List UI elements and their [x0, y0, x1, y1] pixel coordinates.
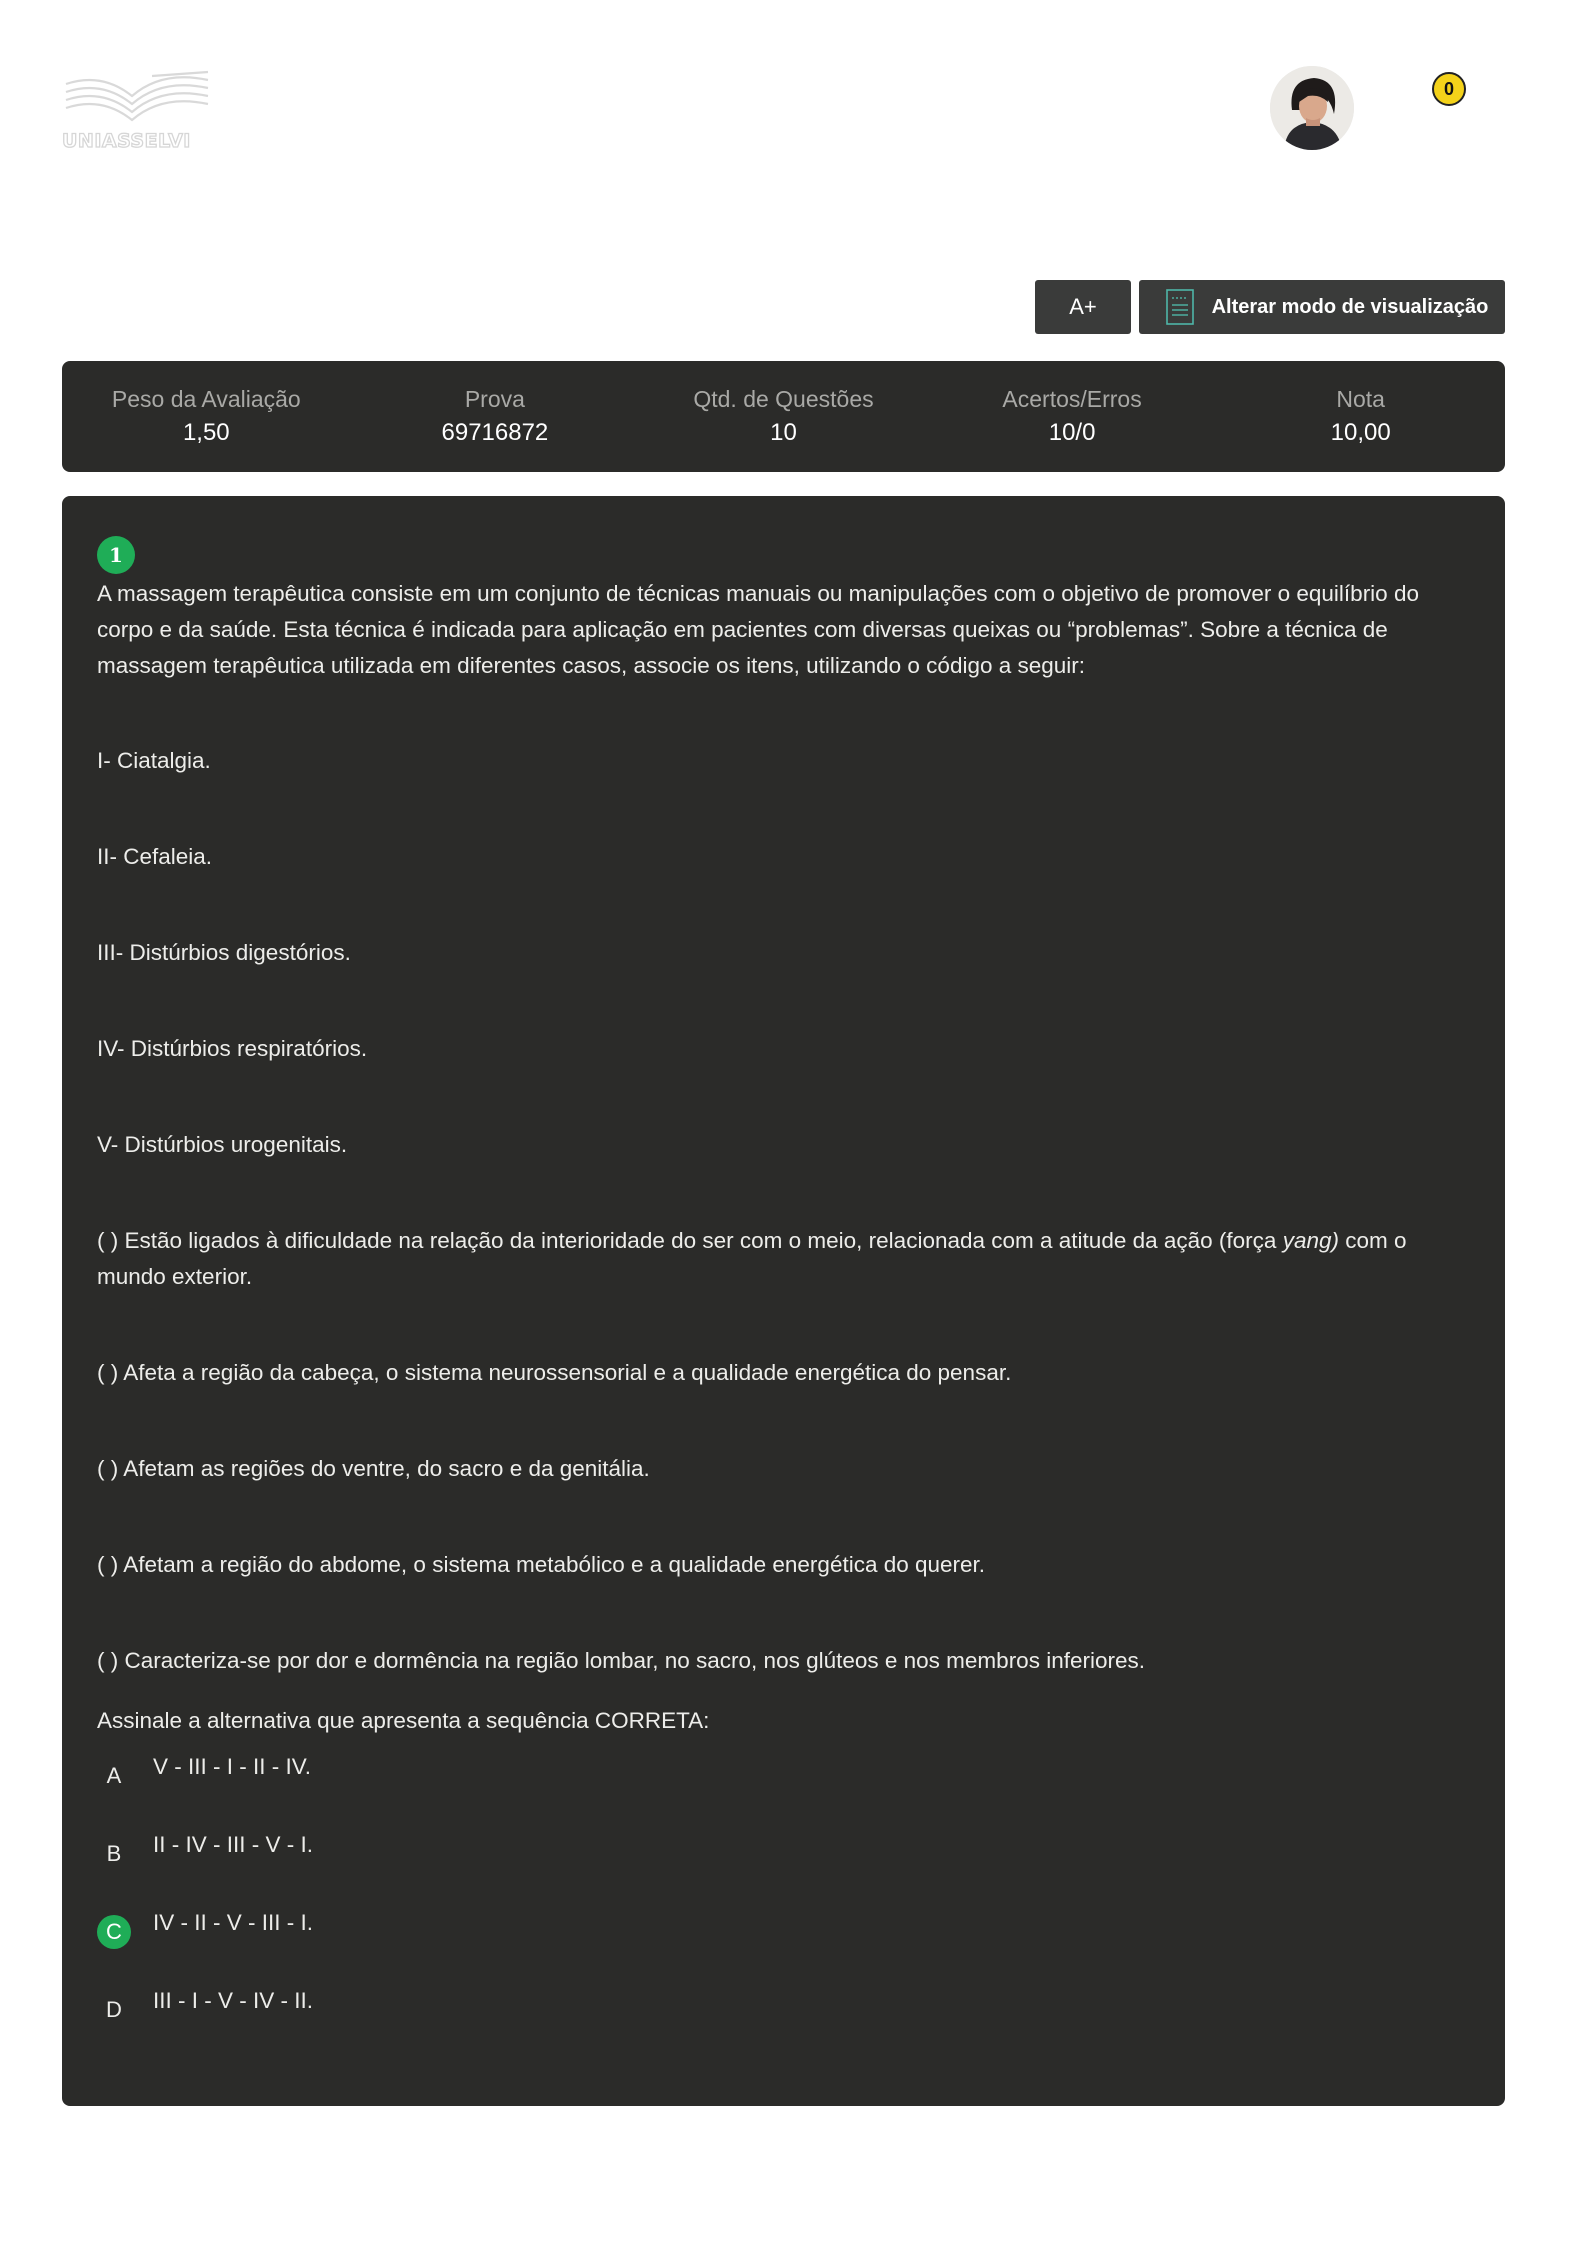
alternative-text: V - III - I - II - IV.	[153, 1754, 311, 1779]
alternative-text: II - IV - III - V - I.	[153, 1832, 314, 1857]
statement	[97, 1223, 1470, 1295]
question-panel	[62, 496, 1505, 2106]
user-avatar[interactable]	[1270, 66, 1354, 150]
item: III- Distúrbios digestórios.	[97, 940, 351, 965]
summary-value: 69716872	[441, 419, 549, 446]
alternative-letter: D	[106, 1997, 122, 2022]
summary-label: Qtd. de Questões	[693, 386, 874, 412]
user-photo-icon	[1270, 66, 1354, 150]
alternative-c-correct[interactable]	[97, 1905, 1470, 1983]
summary-question-count	[639, 361, 928, 472]
summary-label: Nota	[1336, 386, 1385, 412]
change-view-mode-button[interactable]	[1139, 280, 1505, 334]
summary-value: 10/0	[1048, 419, 1096, 446]
summary-hits-misses	[928, 361, 1217, 472]
summary-weight	[62, 361, 351, 472]
summary-exam-id	[351, 361, 640, 472]
statement: ( ) Caracteriza-se por dor e dormência na região lombar, no sacro, nos glúteos e nos membros inferiores.	[97, 1648, 1145, 1673]
alternative-letter-selected: C	[97, 1915, 131, 1949]
alternative-d[interactable]	[97, 1983, 1470, 2061]
question-instruction: Assinale a alternativa que apresenta a sequência CORRETA:	[97, 1708, 710, 1733]
question-number-badge: 1	[97, 536, 135, 574]
item: IV- Distúrbios respiratórios.	[97, 1036, 368, 1061]
notification-badge[interactable]: 0	[1432, 72, 1466, 106]
summary-label: Peso da Avaliação	[111, 386, 301, 412]
summary-value: 1,50	[182, 419, 230, 446]
alternative-a[interactable]	[97, 1749, 1470, 1827]
alternative-letter: A	[106, 1763, 122, 1788]
question-prompt: A massagem terapêutica consiste em um conjunto de técnicas manuais ou manipulações com o objetivo de promover o equilíbrio do corpo e da saúde. Esta técnica é indicada para aplicação em pacientes com diversas queixas ou “problemas”. Sobre a técnica de massagem terapêutica utilizada em diferentes casos, associe os itens, utilizando o código a seguir:	[97, 581, 1419, 678]
statement-text: ( ) Estão ligados à dificuldade na relação da interioridade do ser com o meio, relacionada com a atitude da ação (força	[97, 1228, 1283, 1253]
alternative-text: III - I - V - IV - II.	[153, 1988, 314, 2013]
item: V- Distúrbios urogenitais.	[97, 1132, 348, 1157]
summary-value: 10,00	[1330, 419, 1391, 446]
logo-mark-icon	[62, 66, 212, 130]
uniasselvi-logo[interactable]	[62, 66, 212, 158]
change-view-mode-label: Alterar modo de visualização	[1211, 295, 1489, 318]
statement: ( ) Afeta a região da cabeça, o sistema neurossensorial e a qualidade energética do pensar.	[97, 1360, 1012, 1385]
summary-value: 10	[770, 419, 797, 446]
statement: ( ) Afetam as regiões do ventre, do sacro e da genitália.	[97, 1456, 650, 1481]
item: I- Ciatalgia.	[97, 748, 211, 773]
item: II- Cefaleia.	[97, 844, 213, 869]
summary-grade	[1216, 361, 1505, 472]
alternative-letter: B	[106, 1841, 122, 1866]
statement: ( ) Afetam a região do abdome, o sistema metabólico e a qualidade energética do querer.	[97, 1552, 986, 1577]
increase-font-button[interactable]: A+	[1035, 280, 1131, 334]
exam-summary-bar	[62, 361, 1505, 472]
summary-label: Acertos/Erros	[1002, 386, 1142, 412]
statement-italic: yang)	[1282, 1228, 1339, 1253]
alternative-b[interactable]	[97, 1827, 1470, 1905]
document-icon	[1166, 289, 1194, 325]
summary-label: Prova	[464, 386, 525, 412]
logo-text: UNIASSELVI	[62, 130, 191, 152]
alternative-text: IV - II - V - III - I.	[153, 1910, 314, 1935]
statement-text: com o mundo exterior.	[97, 1228, 1407, 1289]
